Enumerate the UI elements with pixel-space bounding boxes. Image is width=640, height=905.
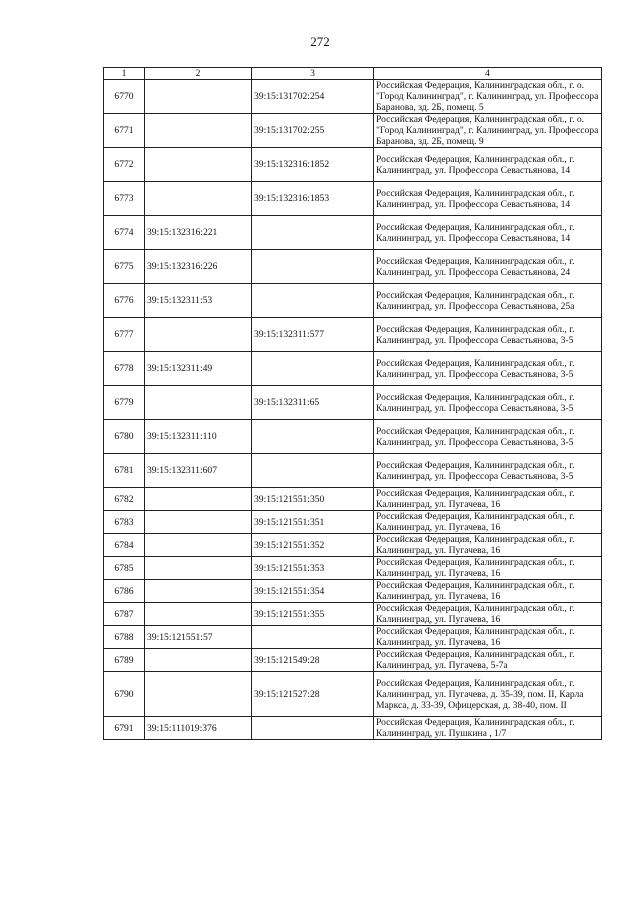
cadastral-number-cell	[252, 626, 374, 649]
cadastral-number-cell: 39:15:132316:1853	[252, 182, 374, 216]
row-number-cell: 6780	[104, 420, 145, 454]
header-col-2: 2	[145, 68, 252, 80]
row-number-cell: 6781	[104, 454, 145, 488]
table-row	[104, 386, 602, 420]
address-cell: Российская Федерация, Калининградская обл., г. Калининград, ул. Пушкина , 1/7	[374, 717, 602, 740]
table-row	[104, 250, 602, 284]
cadastral-number-cell	[145, 488, 252, 511]
table-body	[104, 80, 602, 740]
cadastral-number-cell	[252, 250, 374, 284]
row-number-cell: 6782	[104, 488, 145, 511]
table-row	[104, 717, 602, 740]
address-cell: Российская Федерация, Калининградская обл., г. о. "Город Калининград", г. Калининград, ул. Профессора Баранова, зд. 2Б, помещ. 9	[374, 114, 602, 148]
table-row	[104, 649, 602, 672]
address-cell: Российская Федерация, Калининградская обл., г. Калининград, ул. Профессора Севастьянова, 14	[374, 182, 602, 216]
address-cell: Российская Федерация, Калининградская обл., г. Калининград, ул. Профессора Севастьянова, 3-5	[374, 420, 602, 454]
cadastral-number-cell: 39:15:132311:110	[145, 420, 252, 454]
table-row	[104, 148, 602, 182]
address-cell: Российская Федерация, Калининградская обл., г. Калининград, ул. Профессора Севастьянова, 3-5	[374, 318, 602, 352]
row-number-cell: 6787	[104, 603, 145, 626]
cadastral-number-cell: 39:15:121551:350	[252, 488, 374, 511]
table-row	[104, 182, 602, 216]
address-cell: Российская Федерация, Калининградская обл., г. Калининград, ул. Пугачева, 16	[374, 626, 602, 649]
table-row	[104, 603, 602, 626]
cadastral-number-cell: 39:15:121551:355	[252, 603, 374, 626]
header-col-4: 4	[374, 68, 602, 80]
address-cell: Российская Федерация, Калининградская обл., г. о. "Город Калининград", г. Калининград, ул. Профессора Баранова, зд. 2Б, помещ. 5	[374, 80, 602, 114]
row-number-cell: 6786	[104, 580, 145, 603]
cadastral-number-cell: 39:15:121551:351	[252, 511, 374, 534]
cadastral-number-cell	[145, 603, 252, 626]
address-cell: Российская Федерация, Калининградская обл., г. Калининград, ул. Пугачева, 16	[374, 580, 602, 603]
cadastral-number-cell: 39:15:121549:28	[252, 649, 374, 672]
row-number-cell: 6785	[104, 557, 145, 580]
address-cell: Российская Федерация, Калининградская обл., г. Калининград, ул. Профессора Севастьянова, 24	[374, 250, 602, 284]
table-row	[104, 80, 602, 114]
cadastral-number-cell	[145, 182, 252, 216]
address-cell: Российская Федерация, Калининградская обл., г. Калининград, ул. Профессора Севастьянова, 25а	[374, 284, 602, 318]
row-number-cell: 6775	[104, 250, 145, 284]
cadastral-number-cell	[145, 649, 252, 672]
cadastral-number-cell: 39:15:132316:226	[145, 250, 252, 284]
table-row	[104, 352, 602, 386]
cadastral-number-cell	[252, 352, 374, 386]
cadastral-number-cell	[145, 534, 252, 557]
cadastral-number-cell: 39:15:131702:254	[252, 80, 374, 114]
cadastral-number-cell: 39:15:132316:221	[145, 216, 252, 250]
table-row	[104, 114, 602, 148]
cadastral-number-cell: 39:15:121551:353	[252, 557, 374, 580]
cadastral-number-cell: 39:15:131702:255	[252, 114, 374, 148]
cadastral-number-cell	[145, 114, 252, 148]
address-cell: Российская Федерация, Калининградская обл., г. Калининград, ул. Профессора Севастьянова, 3-5	[374, 386, 602, 420]
cadastral-number-cell	[252, 284, 374, 318]
table-row	[104, 626, 602, 649]
address-cell: Российская Федерация, Калининградская обл., г. Калининград, ул. Пугачева, 16	[374, 534, 602, 557]
cadastral-number-cell: 39:15:132311:49	[145, 352, 252, 386]
cadastral-number-cell: 39:15:132311:65	[252, 386, 374, 420]
row-number-cell: 6791	[104, 717, 145, 740]
cadastral-number-cell: 39:15:121551:57	[145, 626, 252, 649]
registry-table	[103, 67, 602, 740]
cadastral-number-cell	[145, 318, 252, 352]
row-number-cell: 6783	[104, 511, 145, 534]
row-number-cell: 6784	[104, 534, 145, 557]
row-number-cell: 6777	[104, 318, 145, 352]
address-cell: Российская Федерация, Калининградская обл., г. Калининград, ул. Пугачева, д. 35-39, пом. II, Карла Маркса, д. 33-39, Офицерская, д. 38-40, пом. II	[374, 672, 602, 717]
cadastral-number-cell: 39:15:121527:28	[252, 672, 374, 717]
address-cell: Российская Федерация, Калининградская обл., г. Калининград, ул. Пугачева, 16	[374, 488, 602, 511]
table-row	[104, 454, 602, 488]
table-row	[104, 672, 602, 717]
row-number-cell: 6771	[104, 114, 145, 148]
table-row	[104, 511, 602, 534]
cadastral-number-cell: 39:15:132311:577	[252, 318, 374, 352]
row-number-cell: 6776	[104, 284, 145, 318]
header-col-3: 3	[252, 68, 374, 80]
address-cell: Российская Федерация, Калининградская обл., г. Калининград, ул. Профессора Севастьянова, 14	[374, 216, 602, 250]
row-number-cell: 6770	[104, 80, 145, 114]
cadastral-number-cell	[145, 672, 252, 717]
table-row	[104, 534, 602, 557]
table-header-row	[104, 68, 602, 80]
cadastral-number-cell	[145, 580, 252, 603]
row-number-cell: 6779	[104, 386, 145, 420]
row-number-cell: 6778	[104, 352, 145, 386]
row-number-cell: 6772	[104, 148, 145, 182]
table-row	[104, 557, 602, 580]
cadastral-number-cell	[252, 216, 374, 250]
cadastral-number-cell	[252, 454, 374, 488]
address-cell: Российская Федерация, Калининградская обл., г. Калининград, ул. Профессора Севастьянова, 14	[374, 148, 602, 182]
table-row	[104, 488, 602, 511]
table-row	[104, 580, 602, 603]
page-number: 272	[310, 34, 330, 49]
address-cell: Российская Федерация, Калининградская обл., г. Калининград, ул. Профессора Севастьянова, 3-5	[374, 352, 602, 386]
cadastral-number-cell: 39:15:111019:376	[145, 717, 252, 740]
header-col-1: 1	[104, 68, 145, 80]
cadastral-number-cell	[145, 511, 252, 534]
address-cell: Российская Федерация, Калининградская обл., г. Калининград, ул. Пугачева, 5-7а	[374, 649, 602, 672]
cadastral-number-cell	[145, 557, 252, 580]
cadastral-number-cell: 39:15:132311:607	[145, 454, 252, 488]
cadastral-number-cell	[252, 717, 374, 740]
table-row	[104, 318, 602, 352]
cadastral-number-cell: 39:15:132316:1852	[252, 148, 374, 182]
address-cell: Российская Федерация, Калининградская обл., г. Калининград, ул. Пугачева, 16	[374, 557, 602, 580]
table-row	[104, 420, 602, 454]
cadastral-number-cell	[145, 148, 252, 182]
row-number-cell: 6790	[104, 672, 145, 717]
row-number-cell: 6774	[104, 216, 145, 250]
table-row	[104, 284, 602, 318]
address-cell: Российская Федерация, Калининградская обл., г. Калининград, ул. Пугачева, 16	[374, 603, 602, 626]
table-row	[104, 216, 602, 250]
row-number-cell: 6788	[104, 626, 145, 649]
cadastral-number-cell	[145, 80, 252, 114]
cadastral-number-cell: 39:15:132311:53	[145, 284, 252, 318]
row-number-cell: 6789	[104, 649, 145, 672]
row-number-cell: 6773	[104, 182, 145, 216]
cadastral-number-cell: 39:15:121551:352	[252, 534, 374, 557]
cadastral-number-cell	[145, 386, 252, 420]
cadastral-number-cell: 39:15:121551:354	[252, 580, 374, 603]
cadastral-number-cell	[252, 420, 374, 454]
address-cell: Российская Федерация, Калининградская обл., г. Калининград, ул. Профессора Севастьянова, 3-5	[374, 454, 602, 488]
address-cell: Российская Федерация, Калининградская обл., г. Калининград, ул. Пугачева, 16	[374, 511, 602, 534]
